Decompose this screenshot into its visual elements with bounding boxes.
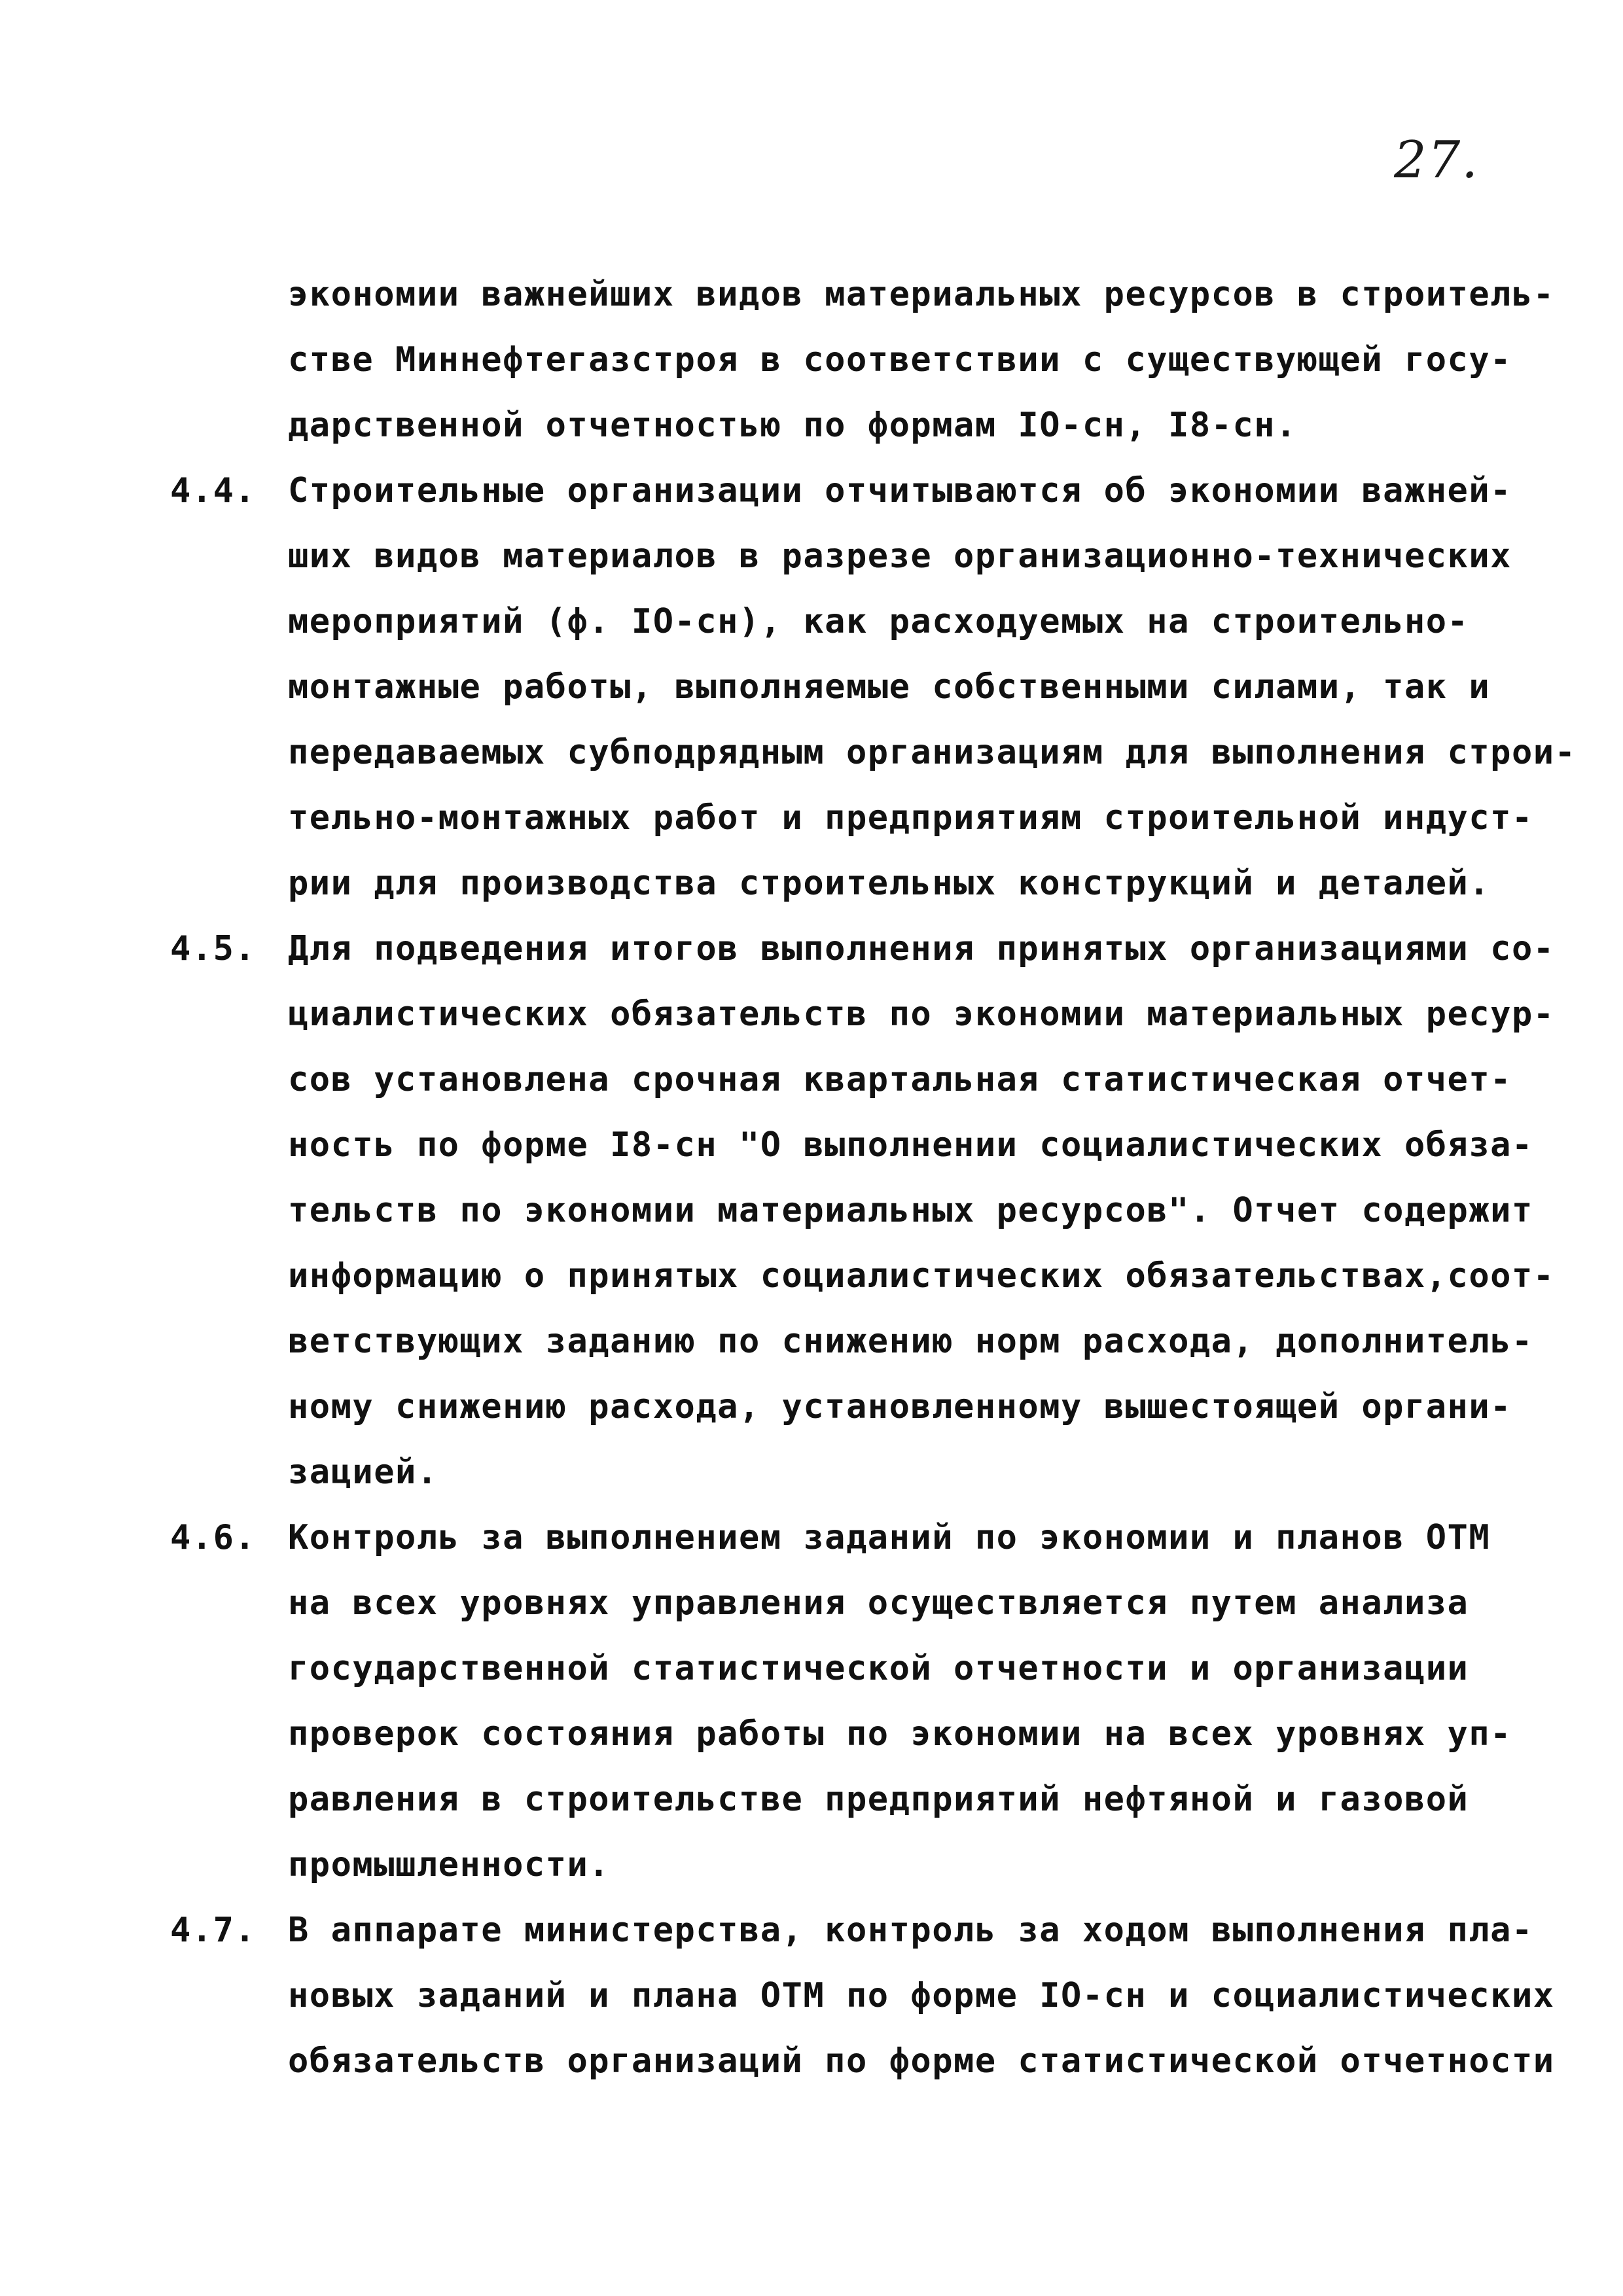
text-line: передаваемых субподрядным организациям для выполнения строи-	[288, 733, 1577, 772]
paragraph-lines	[288, 458, 1577, 916]
text-line: тельно-монтажных работ и предприятиям строительной индуст-	[288, 798, 1533, 838]
text-line: дарственной отчетностью по формам IO-сн, I8-сн.	[288, 406, 1297, 445]
text-line: ному снижению расхода, установленному вышестоящей органи-	[288, 1387, 1512, 1426]
continuation-paragraph	[170, 262, 1555, 458]
text-line: монтажные работы, выполняемые собственными силами, так и	[288, 667, 1491, 707]
item-number: 4.6.	[170, 1518, 257, 1557]
document-body	[170, 262, 1577, 2094]
text-line: новых заданий и плана ОТМ по форме IO-сн и социалистических	[288, 1976, 1555, 2015]
text-line: промышленности.	[288, 1845, 611, 1884]
page-number: 27.	[1394, 131, 1480, 190]
section-item-4-6	[170, 1505, 1512, 1898]
text-line: зацией.	[288, 1453, 438, 1492]
text-line: обязательств организаций по форме статистической отчетности	[288, 2041, 1555, 2081]
text-line: экономии важнейших видов материальных ресурсов в строитель-	[288, 275, 1555, 314]
text-line: тельств по экономии материальных ресурсов". Отчет содержит	[288, 1191, 1533, 1230]
text-line: Для подведения итогов выполнения принятых организациями со-	[288, 929, 1555, 968]
text-line: на всех уровнях управления осуществляется путем анализа	[288, 1583, 1469, 1623]
paragraph-lines	[288, 916, 1555, 1505]
paragraph-lines	[288, 262, 1555, 458]
text-line: Контроль за выполнением заданий по экономии и планов ОТМ	[288, 1518, 1491, 1557]
text-line: информацию о принятых социалистических обязательствах,соот-	[288, 1256, 1555, 1296]
text-line: проверок состояния работы по экономии на всех уровнях уп-	[288, 1714, 1512, 1754]
section-item-4-4	[170, 458, 1577, 916]
text-line: рии для производства строительных конструкций и деталей.	[288, 864, 1491, 903]
text-line: ших видов материалов в разрезе организационно-технических	[288, 537, 1512, 576]
text-line: мероприятий (ф. IO-сн), как расходуемых на строительно-	[288, 602, 1469, 641]
text-line: сов установлена срочная квартальная статистическая отчет-	[288, 1060, 1512, 1099]
text-line: равления в строительстве предприятий нефтяной и газовой	[288, 1780, 1469, 1819]
item-number: 4.4.	[170, 471, 257, 510]
text-line: ветствующих заданию по снижению норм расхода, дополнитель-	[288, 1322, 1533, 1361]
item-number: 4.5.	[170, 929, 257, 968]
text-line: В аппарате министерства, контроль за ходом выполнения пла-	[288, 1911, 1533, 1950]
text-line: ность по форме I8-сн "О выполнении социалистических обяза-	[288, 1125, 1533, 1165]
section-item-4-7	[170, 1898, 1555, 2094]
section-item-4-5	[170, 916, 1555, 1505]
text-line: государственной статистической отчетности и организации	[288, 1649, 1469, 1688]
item-number: 4.7.	[170, 1911, 257, 1950]
paragraph-lines	[288, 1898, 1555, 2094]
paragraph-lines	[288, 1505, 1512, 1898]
text-line: стве Миннефтегазстроя в соответствии с существующей госу-	[288, 340, 1512, 380]
text-line: Строительные организации отчитываются об экономии важней-	[288, 471, 1512, 510]
text-line: циалистических обязательств по экономии материальных ресур-	[288, 995, 1555, 1034]
